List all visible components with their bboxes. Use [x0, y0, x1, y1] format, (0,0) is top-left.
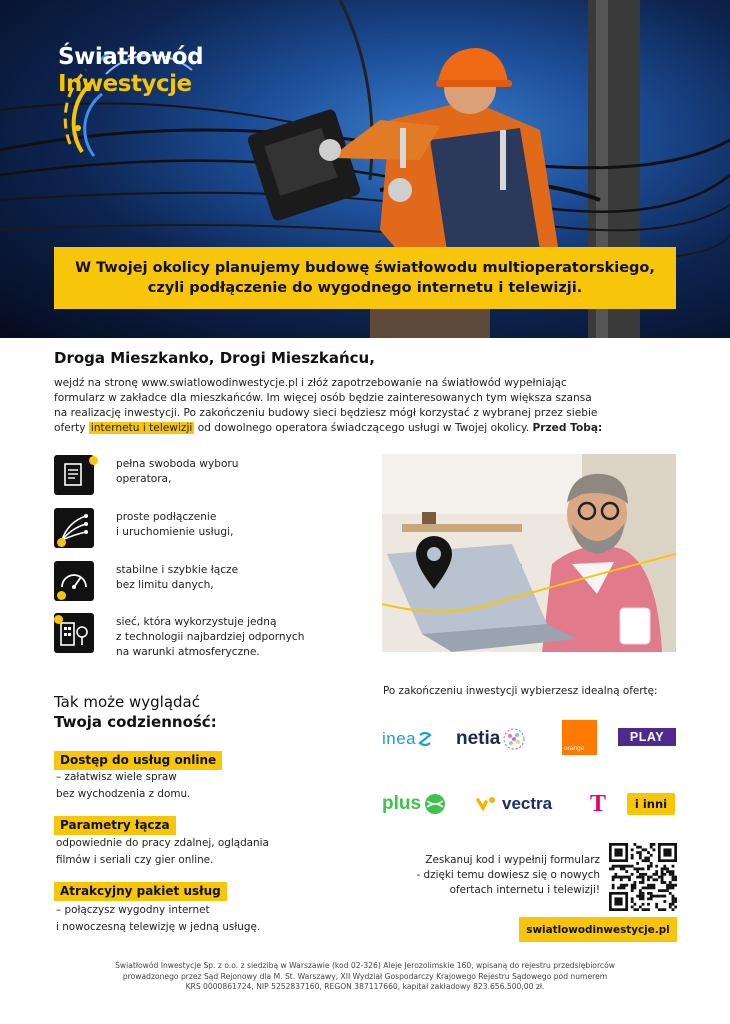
feature-text: [116, 457, 356, 487]
daily-title-line2: Twoja codzienność:: [54, 713, 217, 731]
accent-dot: [89, 456, 98, 465]
feature-item: [54, 508, 354, 556]
qr-line: - dzięki temu dowiesz się o nowych: [416, 869, 600, 881]
others-badge: [627, 793, 675, 815]
orange-logo: [562, 720, 597, 755]
intro-line4-post: od dowolnego operatora świadczącego usługi w Twojej okolicy.: [194, 422, 533, 434]
photo-man-with-laptop: [382, 454, 676, 652]
feature-line: pełna swoboda wyboru: [116, 458, 239, 470]
logo-title-line2: Inwestycje: [58, 71, 192, 97]
qr-instructions: [380, 853, 600, 898]
benefit-line: odpowiednie do pracy zdalnej, oglądania: [56, 837, 269, 849]
feature-text: [116, 510, 356, 540]
feature-line: bez limitu danych,: [116, 579, 214, 591]
benefit-tag: Parametry łącza: [54, 816, 176, 835]
inea-wordmark: inea: [382, 729, 417, 748]
vectra-wordmark: vectra: [502, 794, 553, 813]
t-mobile-logo: [590, 790, 606, 818]
feature-line: operatora,: [116, 473, 172, 485]
feature-item: [54, 561, 354, 609]
footer-line: KRS 0000861724, NIP 5252837160, REGON 387117660, kapitał zakładowy 823.656.500,00 zł.: [185, 982, 545, 991]
qr-code[interactable]: [609, 843, 677, 911]
intro-line2: formularz w zakładce dla mieszkańców. Im więcej osób będzie zainteresowanych tym większa szansa: [54, 392, 592, 404]
intro-line1: wejdź na stronę www.swiatlowodinwestycje.pl i złóż zapotrzebowanie na światłowód wypełniając: [54, 377, 567, 389]
logo-title-line1: Światłowód: [58, 44, 204, 70]
feature-line: stabilne i szybkie łącze: [116, 564, 239, 576]
feature-line: z technologii najbardziej odpornych: [116, 631, 305, 643]
vectra-check-icon: [476, 794, 498, 814]
headline-line2: czyli podłączenie do wygodnego internetu i telewizji.: [147, 280, 583, 296]
netia-dots-icon: [503, 728, 525, 750]
orange-wordmark: orange: [564, 745, 585, 752]
footer-line: prowadzonego przez Sąd Rejonowy dla M. St. Warszawy, XII Wydział Gospodarczy Krajowego Rejestru Sądowego pod numerem: [122, 971, 608, 981]
feature-line: na warunki atmosferyczne.: [116, 646, 260, 658]
accent-dot: [57, 538, 66, 547]
accent-dot: [57, 591, 66, 600]
logo-signal-arcs-icon: [52, 52, 272, 172]
feature-item: [54, 613, 354, 661]
feature-line: i uruchomienie usługi,: [116, 526, 234, 538]
feature-item: [54, 455, 354, 503]
benefit-line: i nowoczesną telewizję w jedną usługę.: [56, 921, 261, 933]
qr-line: Zeskanuj kod i wypełnij formularz: [425, 854, 600, 866]
benefit-line: bez wychodzenia z domu.: [56, 788, 191, 800]
headline-line1: W Twojej okolicy planujemy budowę światłowodu multioperatorskiego,: [75, 260, 655, 276]
plus-wordmark: plus: [382, 793, 422, 814]
inea-mark-icon: [418, 731, 432, 747]
benefit-description: [56, 902, 336, 936]
website-link[interactable]: swiatlowodinwestycje.pl: [519, 917, 677, 942]
daily-title-line1: Tak może wyglądać: [54, 693, 200, 711]
feature-text: [116, 563, 356, 593]
benefit-description: [56, 835, 336, 869]
intro-line4-pre: oferty: [54, 422, 89, 434]
hero-section: [0, 0, 730, 338]
play-wordmark: PLAY: [629, 730, 665, 744]
footer-line: Światłowód Inwestycje Sp. z o.o. z siedzibą w Warszawie (kod 02-326) Aleje Jerozolimskie 160, wpisaną do rejestru przedsiębiorców: [115, 961, 615, 970]
feature-line: proste podłączenie: [116, 511, 217, 523]
qr-line: ofertach internetu i telewizji!: [449, 884, 600, 896]
others-label: i inni: [634, 797, 668, 811]
headline-banner: [54, 247, 676, 309]
headline-text: [75, 258, 655, 298]
netia-logo: [456, 726, 525, 752]
qr-code-icon: [609, 843, 677, 911]
benefit-line: filmów i seriali czy gier online.: [56, 854, 214, 866]
intro-paragraph: [54, 376, 678, 436]
benefit-line: – załatwisz wiele spraw: [56, 771, 177, 783]
benefit-line: – połączysz wygodny internet: [56, 904, 210, 916]
intro-line4-bold: Przed Tobą:: [532, 422, 603, 434]
vectra-logo: [476, 792, 552, 816]
benefit-tag: Atrakcyjny pakiet usług: [54, 882, 227, 901]
feature-line: sieć, która wykorzystuje jedną: [116, 616, 277, 628]
benefit-description: [56, 769, 336, 803]
play-logo: [618, 728, 676, 746]
offers-title: Po zakończeniu inwestycji wybierzesz idealną ofertę:: [383, 685, 658, 697]
plus-logo: [382, 791, 446, 817]
t-mobile-wordmark: T: [590, 790, 607, 817]
netia-wordmark: netia: [456, 728, 501, 749]
inea-logo: [382, 727, 432, 751]
accent-dot: [54, 615, 63, 624]
benefit-tag: Dostęp do usług online: [54, 751, 222, 770]
document-checklist-icon: [54, 455, 94, 495]
plus-ball-icon: [424, 793, 446, 815]
intro-highlight: internetu i telewizji: [90, 422, 193, 434]
feature-text: [116, 615, 356, 660]
intro-line3: na realizację inwestycji. Po zakończeniu budowy sieci będziesz mógł korzystać z wybranej przez siebie: [54, 407, 598, 419]
legal-footer: [60, 961, 670, 993]
greeting-heading: Droga Mieszkanko, Drogi Mieszkańcu,: [54, 349, 375, 367]
